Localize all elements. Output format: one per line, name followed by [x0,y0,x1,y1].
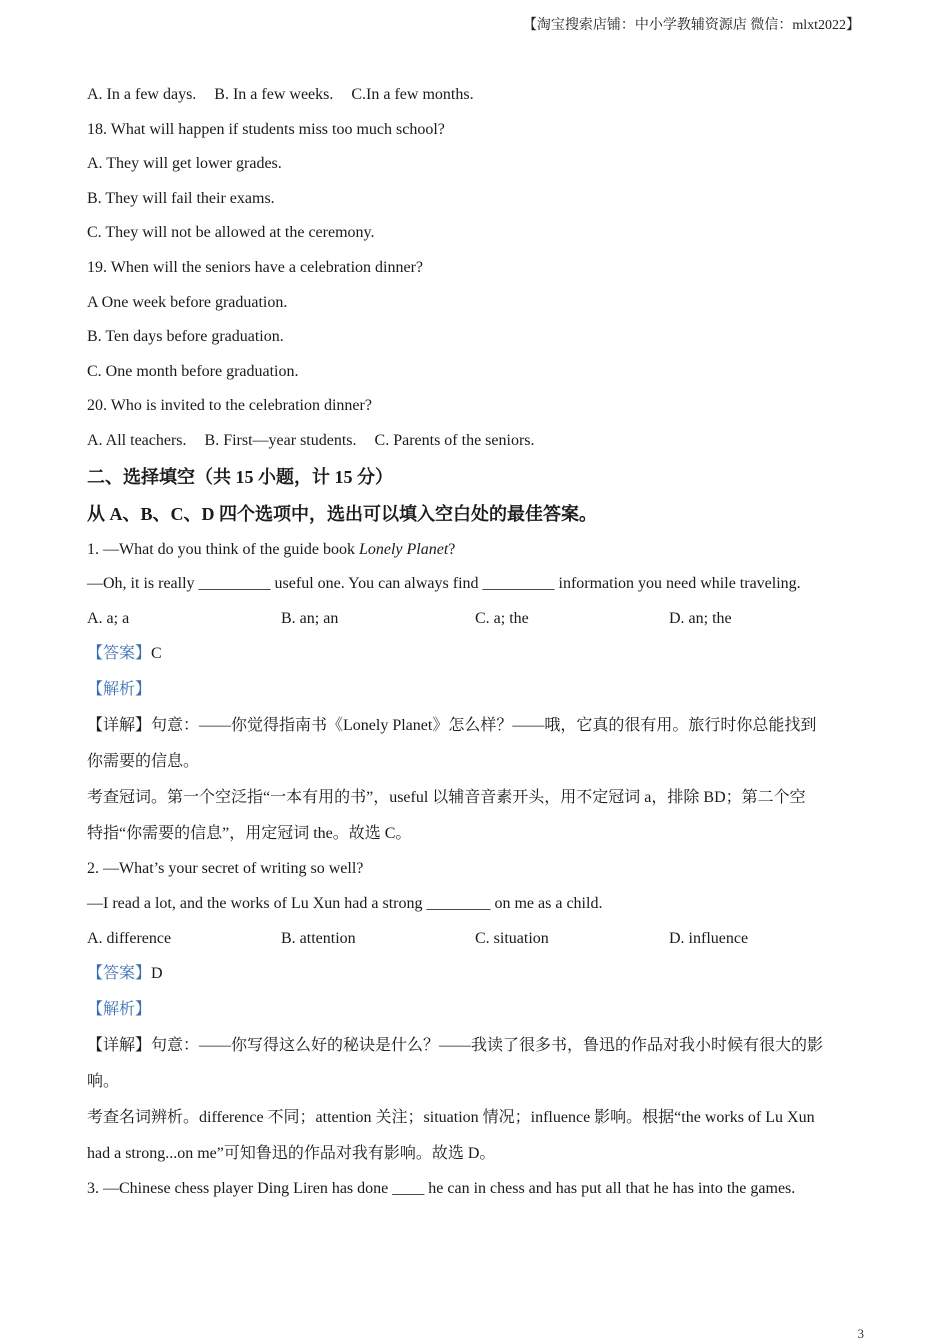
q1-book-title: Lonely Planet [358,540,449,558]
q20-option-b: B. First—year students. [204,431,357,449]
q18-option-c: C. They will not be allowed at the ceremony. [87,224,375,242]
q20-options [87,424,867,459]
q1-stem-suffix: ? [448,540,456,558]
q17-option-b: B. In a few weeks. [214,86,334,103]
answer-label: 【答案】 [87,645,152,663]
q19-option-b: B. Ten days before graduation. [87,328,284,346]
q1-stem [87,533,867,568]
q2-option-d: D. influence [669,929,749,947]
q1-option-d: D. an; the [669,609,732,627]
answer-value: D [151,965,163,983]
header-watermark: 【淘宝搜索店铺：中小学教辅资源店 微信：mlxt2022】 [522,18,860,33]
section-instruction: 从 A、B、C、D 四个选项中，选出可以填入空白处的最佳答案。 [87,503,598,524]
q2-option-a: A. difference [87,929,172,947]
section-title: 二、选择填空（共 15 小题，计 15 分） [87,466,393,487]
q19-stem: 19. When will the seniors have a celebration dinner? [87,258,424,276]
q17-options [87,78,867,113]
q17-option-c: C.In a few months. [351,86,474,103]
q3-stem: 3. —Chinese chess player Ding Liren has done ____ he can in chess and has put all that he has into the games. [87,1180,796,1198]
document-body [87,78,867,1207]
q2-stem: 2. —What’s your secret of writing so well? [87,860,364,878]
q2-answer [87,956,867,992]
q1-detail-2: 你需要的信息。 [87,753,200,771]
q19-option-c: C. One month before graduation. [87,362,299,380]
q20-stem: 20. Who is invited to the celebration dinner? [87,397,372,415]
q2-option-c: C. situation [475,929,549,947]
q1-detail-4: 特指“你需要的信息”，用定冠词 the。故选 C。 [87,825,412,843]
q1-option-c: C. a; the [475,609,529,627]
q1-options [87,602,867,637]
q2-detail-2: 响。 [87,1073,120,1091]
q1-answer [87,636,867,672]
q20-option-c: C. Parents of the seniors. [374,431,535,449]
q19-option-a: A One week before graduation. [87,293,288,311]
q1-detail-3: 考查冠词。第一个空泛指“一本有用的书”，useful 以辅音音素开头，用不定冠词 a，排除 BD；第二个空 [87,789,806,807]
q20-option-a: A. All teachers. [87,431,187,449]
q17-option-a: A. In a few days. [87,86,197,103]
q1-detail-1: 【详解】句意：——你觉得指南书《Lonely Planet》怎么样？——哦，它真的很有用。旅行时你总能找到 [87,717,817,735]
q1-analysis-label: 【解析】 [87,681,152,699]
q2-option-b: B. attention [281,929,356,947]
answer-value: C [151,645,162,663]
q2-detail-1: 【详解】句意：——你写得这么好的秘诀是什么？——我读了很多书，鲁迅的作品对我小时候有很大的影 [87,1037,824,1055]
answer-label: 【答案】 [87,965,152,983]
q1-line2: —Oh, it is really _________ useful one. You can always find _________ information you need while traveling. [87,575,801,593]
q1-option-a: A. a; a [87,609,130,627]
q2-detail-4: had a strong...on me”可知鲁迅的作品对我有影响。故选 D。 [87,1145,496,1163]
page-number: 3 [857,1326,864,1341]
q2-analysis-label: 【解析】 [87,1001,152,1019]
q2-detail-3: 考查名词辨析。difference 不同；attention 关注；situation 情况；influence 影响。根据“the works of Lu Xun [87,1109,815,1127]
q18-stem: 18. What will happen if students miss too much school? [87,120,445,138]
q1-option-b: B. an; an [281,609,339,627]
q18-option-b: B. They will fail their exams. [87,189,275,207]
q2-options [87,922,867,957]
q2-line2: —I read a lot, and the works of Lu Xun had a strong ________ on me as a child. [87,894,603,912]
q1-stem-prefix: 1. —What do you think of the guide book [87,540,359,558]
q18-option-a: A. They will get lower grades. [87,155,282,173]
